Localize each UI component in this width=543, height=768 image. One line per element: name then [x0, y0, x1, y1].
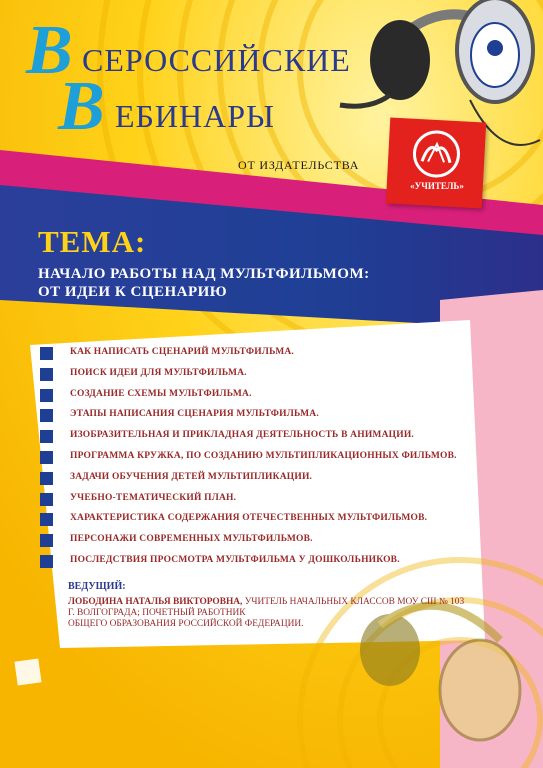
list-item-text: ЭТАПЫ НАПИСАНИЯ СЦЕНАРИЯ МУЛЬТФИЛЬМА.: [70, 409, 319, 420]
list-item-text: ИЗОБРАЗИТЕЛЬНАЯ И ПРИКЛАДНАЯ ДЕЯТЕЛЬНОСТЬ В АНИМАЦИИ.: [70, 430, 414, 441]
publisher-text: ОТ ИЗДАТЕЛЬСТВА: [238, 158, 360, 172]
square-bullet-icon: [40, 493, 53, 506]
list-item-text: ПОСЛЕДСТВИЯ ПРОСМОТРА МУЛЬТФИЛЬМА У ДОШКОЛЬНИКОВ.: [70, 554, 400, 565]
square-bullet-icon: [40, 368, 53, 381]
square-bullet-icon: [40, 409, 53, 422]
list-item-text: УЧЕБНО-ТЕМАТИЧЕСКИЙ ПЛАН.: [70, 492, 237, 503]
list-item-text: ПОИСК ИДЕИ ДЛЯ МУЛЬТФИЛЬМА.: [70, 367, 247, 378]
square-bullet-icon: [40, 451, 53, 464]
host-line-1: [68, 597, 464, 607]
list-item: [40, 448, 480, 469]
square-bullet-icon: [40, 389, 53, 402]
title-initial-1: В: [26, 12, 73, 89]
publisher-logo: [386, 118, 486, 209]
host-title: УЧИТЕЛЬ НАЧАЛЬНЫХ КЛАССОВ МОУ СШ № 103: [242, 597, 465, 607]
list-item-text: КАК НАПИСАТЬ СЦЕНАРИЙ МУЛЬТФИЛЬМА.: [70, 347, 294, 357]
square-bullet-icon: [40, 347, 53, 360]
list-item: [40, 490, 480, 511]
square-bullet-icon: [40, 534, 53, 547]
square-bullet-icon: [40, 555, 53, 568]
list-item-text: СОЗДАНИЕ СХЕМЫ МУЛЬТФИЛЬМА.: [70, 388, 252, 399]
list-item: [40, 386, 480, 407]
host-label: ВЕДУЩИЙ:: [68, 581, 126, 592]
title-line-2: ЕБИНАРЫ: [115, 98, 275, 134]
list-item-text: ПЕРСОНАЖИ СОВРЕМЕННЫХ МУЛЬТФИЛЬМОВ.: [70, 534, 313, 545]
title-line-1: СЕРОССИЙСКИЕ: [82, 42, 351, 78]
title-initial-2: В: [58, 68, 105, 145]
square-bullet-icon: [40, 513, 53, 526]
host-line-2: Г. ВОЛГОГРАДА; ПОЧЕТНЫЙ РАБОТНИК: [68, 608, 246, 618]
list-item-text: ПРОГРАММА КРУЖКА, ПО СОЗДАНИЮ МУЛЬТИПЛИКАЦИОННЫХ ФИЛЬМОВ.: [70, 450, 457, 461]
logo-text: «УЧИТЕЛЬ»: [410, 181, 464, 191]
list-item: [40, 510, 480, 531]
list-item-text: ХАРАКТЕРИСТИКА СОДЕРЖАНИЯ ОТЕЧЕСТВЕННЫХ МУЛЬТФИЛЬМОВ.: [70, 513, 428, 524]
square-bullet-icon: [40, 472, 53, 485]
list-item: [40, 469, 480, 490]
host-name: ЛОБОДИНА НАТАЛЬЯ ВИКТОРОВНА,: [68, 597, 243, 607]
list-item-text: ЗАДАЧИ ОБУЧЕНИЯ ДЕТЕЙ МУЛЬТИПЛИКАЦИИ.: [70, 471, 313, 482]
list-item: [40, 365, 480, 386]
list-item: [40, 344, 480, 365]
host-line-3: ОБЩЕГО ОБРАЗОВАНИЯ РОССИЙСКОЙ ФЕДЕРАЦИИ.: [68, 619, 304, 629]
topic-line-2: ОТ ИДЕИ К СЦЕНАРИЮ: [38, 284, 228, 300]
topic-line-1: НАЧАЛО РАБОТЫ НАД МУЛЬТФИЛЬМОМ:: [38, 266, 370, 282]
list-item: [40, 406, 480, 427]
list-item: [40, 427, 480, 448]
list-item: [40, 552, 480, 573]
agenda-list: [40, 344, 480, 573]
topic-label: ТЕМА:: [38, 224, 147, 259]
list-item: [40, 531, 480, 552]
square-bullet-icon: [40, 430, 53, 443]
